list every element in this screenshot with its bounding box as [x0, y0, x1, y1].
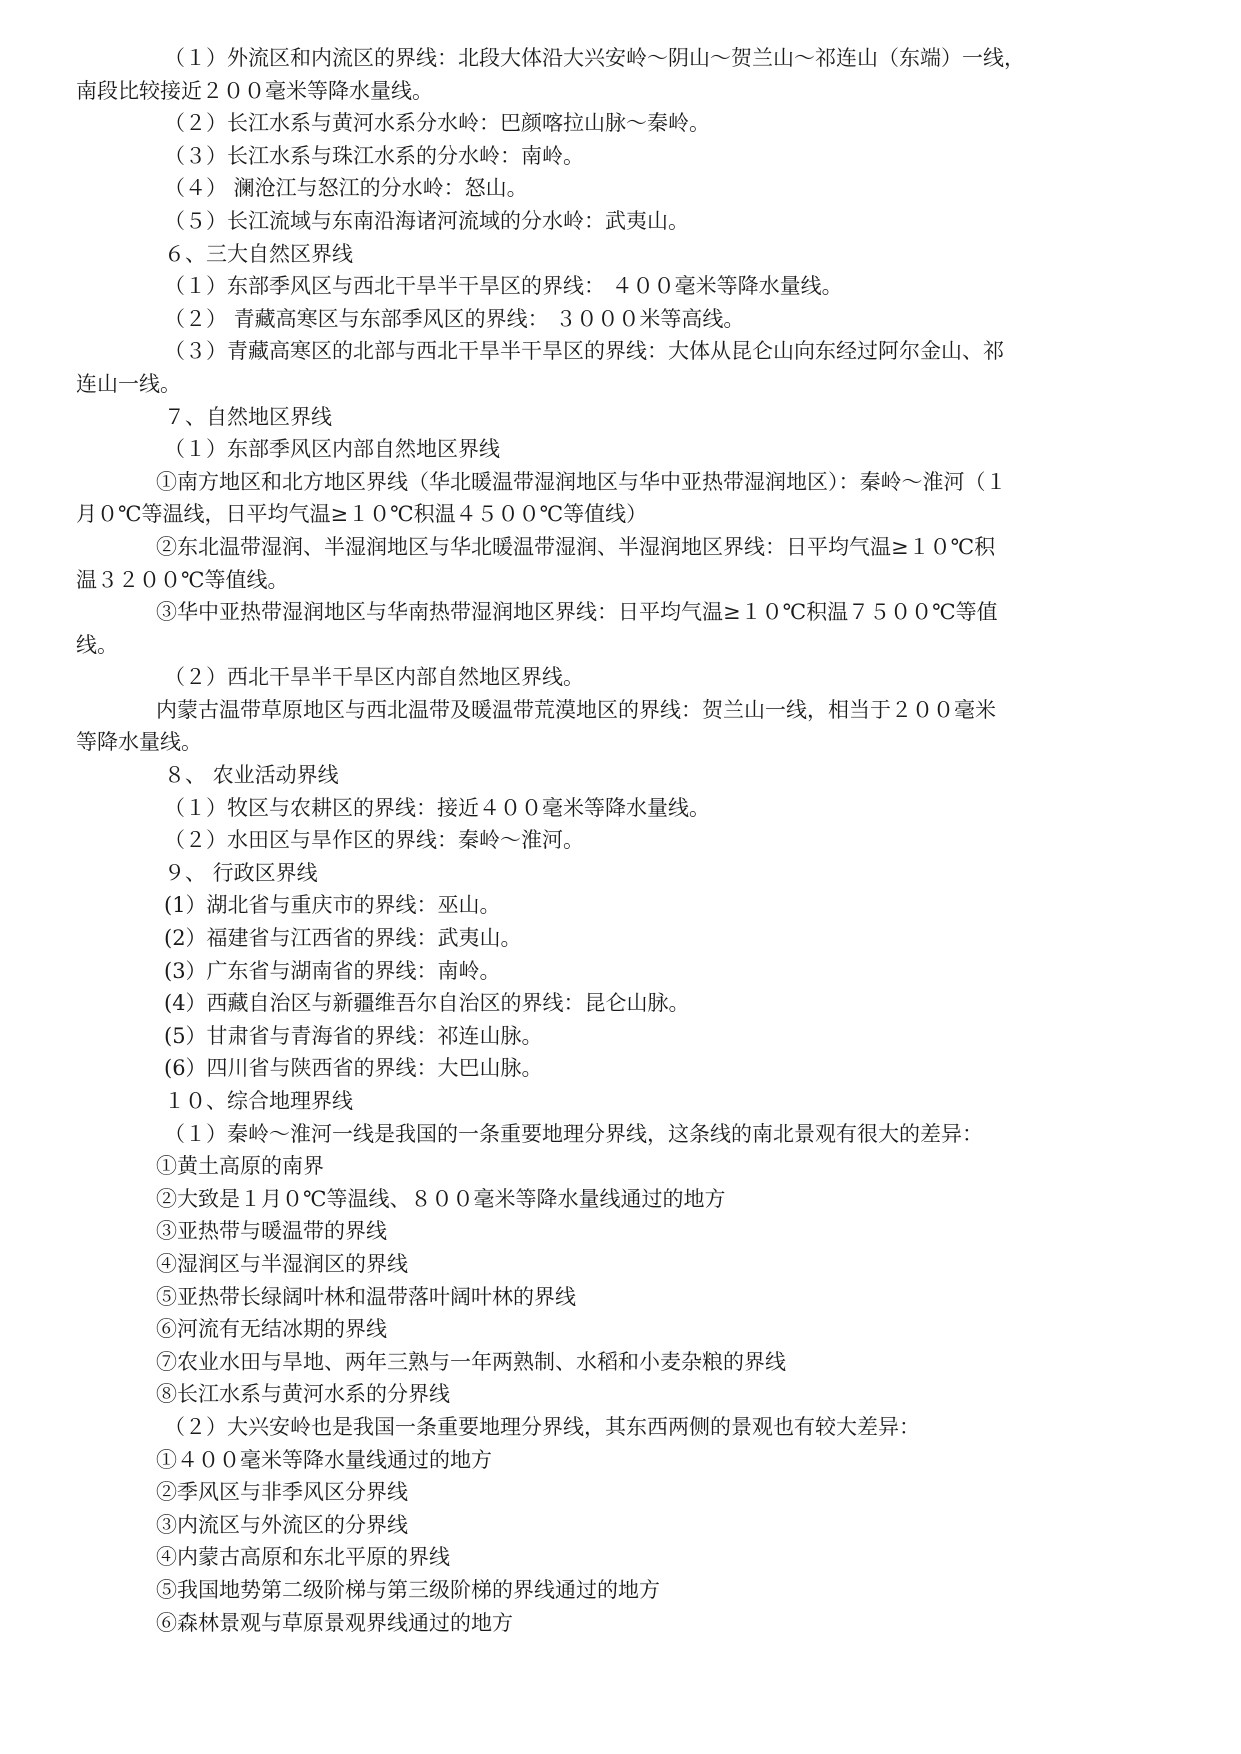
list-item: ⑧长江水系与黄河水系的分界线	[156, 1382, 450, 1407]
text-line: （２）西北干旱半干旱区内部自然地区界线。	[164, 665, 584, 690]
text-line: （４） 澜沧江与怒江的分水岭：怒山。	[164, 176, 528, 201]
list-item: ③内流区与外流区的分界线	[156, 1512, 408, 1537]
text-line: (5）甘肃省与青海省的界线：祁连山脉。	[164, 1023, 543, 1048]
document-body	[76, 42, 1176, 1639]
list-item: ②大致是１月０℃等温线、８００毫米等降水量线通过的地方	[156, 1186, 726, 1211]
text-line: （１）秦岭～淮河一线是我国的一条重要地理分界线，这条线的南北景观有很大的差异：	[164, 1121, 983, 1146]
text-line: ①南方地区和北方地区界线（华北暖温带湿润地区与华中亚热带湿润地区）：秦岭～淮河（１	[156, 469, 1007, 494]
list-item: ⑤我国地势第二级阶梯与第三级阶梯的界线通过的地方	[156, 1577, 660, 1602]
text-line: 等降水量线。	[76, 730, 202, 755]
text-line: （１）东部季风区内部自然地区界线	[164, 437, 500, 462]
text-line: （２）水田区与旱作区的界线：秦岭～淮河。	[164, 828, 584, 853]
section-heading: ７、自然地区界线	[164, 404, 332, 429]
text-line: （２）长江水系与黄河水系分水岭：巴颜喀拉山脉～秦岭。	[164, 111, 710, 136]
text-line: (4）西藏自治区与新疆维吾尔自治区的界线：昆仑山脉。	[164, 991, 690, 1016]
list-item: ⑥河流有无结冰期的界线	[156, 1317, 387, 1342]
text-line: ②东北温带湿润、半湿润地区与华北暖温带湿润、半湿润地区界线：日平均气温≥１０℃积	[156, 534, 996, 559]
section-heading: ９、 行政区界线	[164, 860, 318, 885]
text-line: 月０℃等温线，日平均气温≥１０℃积温４５００℃等值线）	[76, 502, 648, 527]
list-item: ⑤亚热带长绿阔叶林和温带落叶阔叶林的界线	[156, 1284, 576, 1309]
list-item: ③亚热带与暖温带的界线	[156, 1219, 387, 1244]
text-line: 线。	[76, 632, 118, 657]
text-line: (3）广东省与湖南省的界线：南岭。	[164, 958, 501, 983]
list-item: ①黄土高原的南界	[156, 1154, 324, 1179]
section-heading: ８、 农业活动界线	[164, 763, 339, 788]
text-line: （１）牧区与农耕区的界线：接近４００毫米等降水量线。	[164, 795, 710, 820]
list-item: ④内蒙古高原和东北平原的界线	[156, 1545, 450, 1570]
list-item: ④湿润区与半湿润区的界线	[156, 1251, 408, 1276]
text-line: （３）长江水系与珠江水系的分水岭：南岭。	[164, 143, 584, 168]
text-line: (1）湖北省与重庆市的界线：巫山。	[164, 893, 501, 918]
text-line: 连山一线。	[76, 371, 181, 396]
list-item: ⑦农业水田与旱地、两年三熟与一年两熟制、水稻和小麦杂粮的界线	[156, 1349, 786, 1374]
text-line: （３）青藏高寒区的北部与西北干旱半干旱区的界线：大体从昆仑山向东经过阿尔金山、祁	[164, 339, 1004, 364]
section-heading: ６、三大自然区界线	[164, 241, 353, 266]
text-line: （２） 青藏高寒区与东部季风区的界线： ３０００米等高线。	[164, 306, 745, 331]
section-heading: １０、综合地理界线	[164, 1089, 353, 1113]
text-line: （１）东部季风区与西北干旱半干旱区的界线： ４００毫米等降水量线。	[164, 274, 843, 299]
text-line: 内蒙古温带草原地区与西北温带及暖温带荒漠地区的界线：贺兰山一线，相当于２００毫米	[156, 697, 996, 722]
list-item: ②季风区与非季风区分界线	[156, 1480, 408, 1505]
list-item: ①４００毫米等降水量线通过的地方	[156, 1447, 492, 1472]
text-line: 温３２００℃等值线。	[76, 567, 289, 592]
text-line: （１）外流区和内流区的界线：北段大体沿大兴安岭～阴山～贺兰山～祁连山（东端）一线，	[164, 46, 1025, 70]
text-line: 南段比较接近２００毫米等降水量线。	[76, 78, 433, 103]
text-line: (6）四川省与陕西省的界线：大巴山脉。	[164, 1056, 543, 1081]
text-line: （２）大兴安岭也是我国一条重要地理分界线，其东西两侧的景观也有较大差异：	[164, 1414, 920, 1439]
text-line: ③华中亚热带湿润地区与华南热带湿润地区界线：日平均气温≥１０℃积温７５００℃等值	[156, 600, 998, 625]
list-item: ⑥森林景观与草原景观界线通过的地方	[156, 1610, 513, 1635]
text-line: （５）长江流域与东南沿海诸河流域的分水岭：武夷山。	[164, 208, 689, 233]
text-line: (2）福建省与江西省的界线：武夷山。	[164, 926, 522, 951]
